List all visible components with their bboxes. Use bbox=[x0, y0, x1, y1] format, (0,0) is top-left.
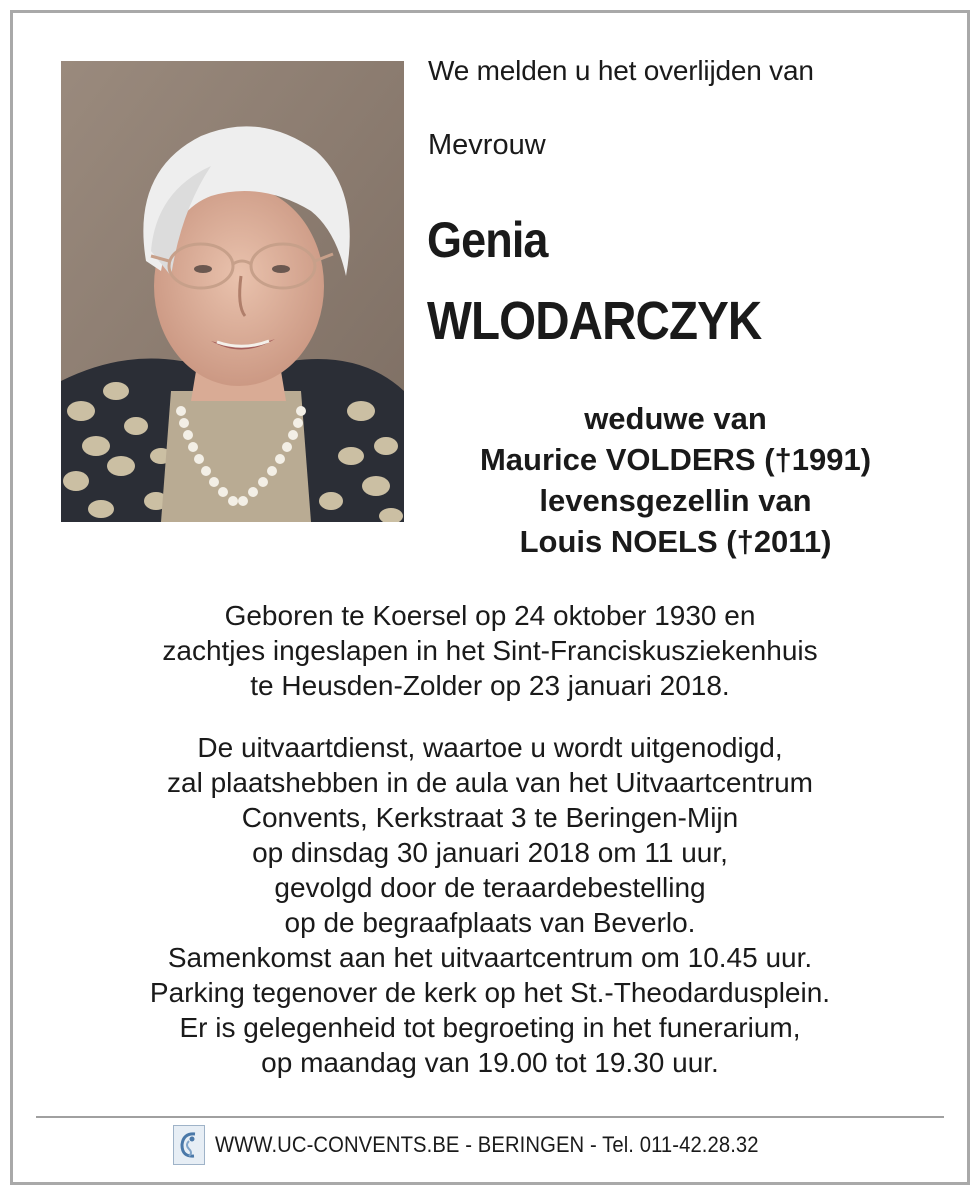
text-line: Samenkomst aan het uitvaartcentrum om 10.45 uur. bbox=[167, 942, 813, 973]
relation-line: weduwe van bbox=[584, 401, 767, 436]
text-line: op dinsdag 30 januari 2018 om 11 uur, bbox=[252, 837, 728, 868]
text-line: Er is gelegenheid tot begroeting in het funerarium, bbox=[179, 1012, 801, 1043]
text-line: op de begraafplaats van Beverlo. bbox=[284, 907, 696, 938]
text-line: op maandag van 19.00 tot 19.30 uur. bbox=[261, 1047, 719, 1078]
announcement-intro: We melden u het overlijden van bbox=[428, 55, 814, 86]
deceased-first-name: Genia bbox=[427, 212, 548, 268]
deceased-last-name: WLODARCZYK bbox=[427, 291, 762, 351]
relation-line: Maurice VOLDERS (†1991) bbox=[479, 442, 872, 477]
text-line: Parking tegenover de kerk op het St.-Theodardusplein. bbox=[149, 977, 831, 1008]
text-line: Geboren te Koersel op 24 oktober 1930 en bbox=[224, 600, 756, 631]
text-line: De uitvaartdienst, waartoe u wordt uitgenodigd, bbox=[197, 732, 783, 763]
relations-block bbox=[413, 398, 938, 562]
text-line: Convents, Kerkstraat 3 te Beringen-Mijn bbox=[241, 802, 739, 833]
footer bbox=[173, 1125, 806, 1165]
honorific-title: Mevrouw bbox=[428, 129, 546, 161]
text-line: gevolgd door de teraardebestelling bbox=[274, 872, 706, 903]
funeral-home-logo-icon bbox=[173, 1125, 205, 1165]
text-line: zachtjes ingeslapen in het Sint-Franciskusziekenhuis bbox=[162, 635, 818, 666]
portrait-photo bbox=[61, 61, 404, 522]
footer-contact: WWW.UC-CONVENTS.BE - BERINGEN - Tel. 011-42.28.32 bbox=[215, 1132, 759, 1157]
birth-death-paragraph bbox=[13, 598, 967, 703]
text-line: zal plaatshebben in de aula van het Uitvaartcentrum bbox=[167, 767, 813, 798]
relation-line: levensgezellin van bbox=[539, 483, 812, 518]
relation-line: Louis NOELS (†2011) bbox=[519, 524, 832, 559]
footer-divider bbox=[36, 1116, 944, 1118]
text-line: te Heusden-Zolder op 23 januari 2018. bbox=[250, 670, 730, 701]
obituary-card bbox=[10, 10, 970, 1185]
funeral-paragraph bbox=[13, 730, 967, 1080]
